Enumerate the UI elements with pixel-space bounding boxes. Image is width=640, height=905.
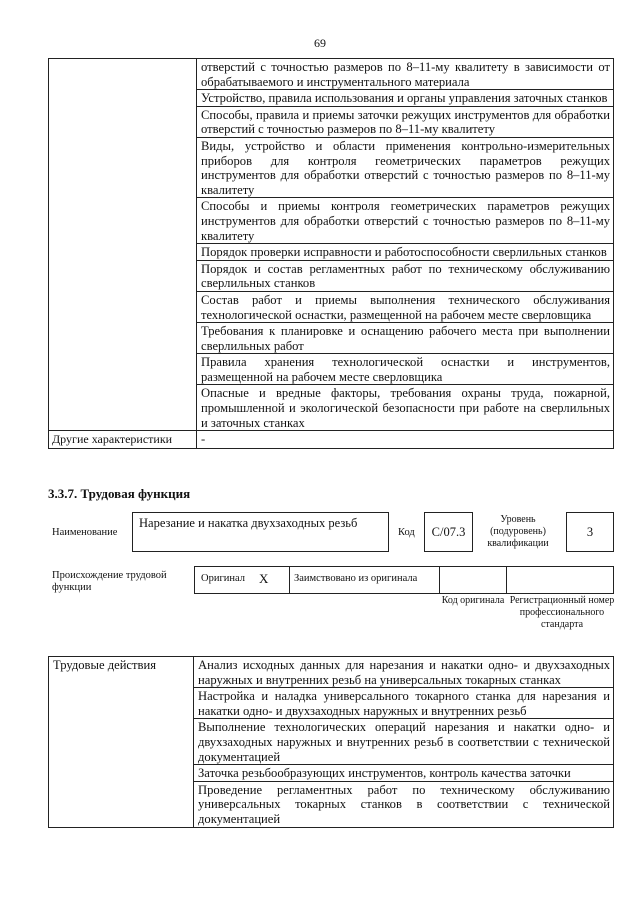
table-cell: Опасные и вредные факторы, требования охраны труда, пожарной, промышленной и экологической безопасности при работе на сверлильных и заточных станках [197, 385, 614, 431]
original-label: Оригинал [201, 573, 245, 584]
table-cell: Настройка и наладка универсального токарного станка для нарезания и накатки одно- и двухзаходных наружных и внутренних резьб [194, 688, 614, 719]
table-cell: Правила хранения технологической оснастки и инструментов, размещенной на рабочем месте сверловщика [197, 354, 614, 385]
origin-code-caption: Код оригинала [441, 595, 505, 606]
row-label-empty [49, 59, 197, 431]
table-cell: Способы, правила и приемы заточки режущих инструментов для обработки отверстий с точностью размеров по 8–11-му квалитету [197, 106, 614, 137]
function-name-box: Нарезание и накатка двухзаходных резьб [132, 512, 389, 552]
table-cell: Порядок проверки исправности и работоспособности сверлильных станков [197, 244, 614, 261]
origin-label: Происхождение трудовой функции [52, 570, 167, 593]
labor-actions-label: Трудовые действия [49, 657, 194, 828]
code-label: Код [398, 527, 415, 538]
page-number: 69 [314, 36, 326, 50]
knowledge-table [48, 58, 614, 449]
table-row [49, 657, 614, 688]
section-heading: 3.3.7. Трудовая функция [48, 486, 191, 501]
table-row [49, 59, 614, 90]
reg-number-box [506, 566, 614, 594]
table-cell: Проведение регламентных работ по техническому обслуживанию универсальных токарных станков в соответствии с технической документацией [194, 781, 614, 827]
qualification-level-box: 3 [566, 512, 614, 552]
original-box [194, 566, 290, 594]
table-cell: Виды, устройство и области применения контрольно-измерительных приборов для контроля геометрических параметров режущих инструментов для обработки отверстий с точностью размеров по 8–11-му квалитету [197, 137, 614, 197]
borrowed-box: Заимствовано из оригинала [289, 566, 440, 594]
table-cell: Порядок и состав регламентных работ по техническому обслуживанию сверлильных станков [197, 260, 614, 291]
qualification-level-label: Уровень (подуровень) квалификации [487, 514, 549, 549]
labor-actions-table [48, 656, 614, 828]
table-cell: Требования к планировке и оснащению рабочего места при выполнении сверлильных работ [197, 323, 614, 354]
table-cell: Способы и приемы контроля геометрических параметров режущих инструментов для обработки отверстий с точностью размеров по 8–11-му квалитету [197, 198, 614, 244]
code-value-box: С/07.3 [424, 512, 473, 552]
name-label: Наименование [52, 527, 118, 538]
table-cell: Состав работ и приемы выполнения технического обслуживания технологической оснастки, размещенной на рабочем месте сверловщика [197, 291, 614, 322]
table-cell: Анализ исходных данных для нарезания и накатки одно- и двухзаходных наружных и внутренних резьб на универсальных токарных станках [194, 657, 614, 688]
table-cell: Устройство, правила использования и органы управления заточных станков [197, 90, 614, 107]
table-cell: Заточка резьбообразующих инструментов, контроль качества заточки [194, 765, 614, 782]
other-characteristics-value: - [197, 431, 614, 449]
reg-number-caption: Регистрационный номер профессионального стандарта [509, 595, 615, 630]
other-characteristics-label: Другие характеристики [49, 431, 197, 449]
table-cell: отверстий с точностью размеров по 8–11-му квалитету в зависимости от обрабатываемого и инструментального материала [197, 59, 614, 90]
table-row-other [49, 431, 614, 449]
table-cell: Выполнение технологических операций нарезания и накатки одно- и двухзаходных наружных и внутренних резьб в соответствии с технической документацией [194, 719, 614, 765]
origin-code-box [439, 566, 507, 594]
original-mark: X [259, 571, 269, 586]
